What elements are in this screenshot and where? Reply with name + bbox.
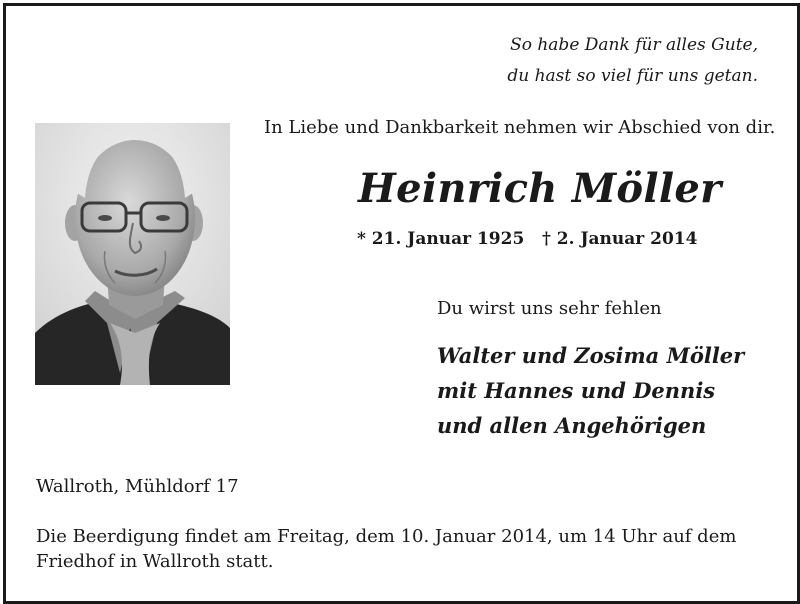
miss-text: Du wirst uns sehr fehlen [437, 298, 662, 319]
birth-date: * 21. Januar 1925 [357, 229, 525, 249]
address: Wallroth, Mühldorf 17 [36, 476, 239, 497]
quote-line-2: du hast so viel für uns getan. [507, 66, 758, 86]
family-line: mit Hannes und Dennis [437, 378, 716, 403]
deceased-name: Heinrich Möller [358, 165, 722, 212]
family-line: Walter und Zosima Möller [437, 343, 745, 368]
funeral-notice: Die Beerdigung findet am Freitag, dem 10. Januar 2014, um 14 Uhr auf dem Friedhof in Wallroth statt. [36, 526, 737, 572]
intro-text: In Liebe und Dankbarkeit nehmen wir Abschied von dir. [264, 117, 776, 138]
family-line: und allen Angehörigen [437, 413, 707, 438]
death-date: † 2. Januar 2014 [542, 229, 698, 249]
portrait-photo [35, 123, 230, 385]
quote-line-1: So habe Dank für alles Gute, [510, 35, 758, 55]
